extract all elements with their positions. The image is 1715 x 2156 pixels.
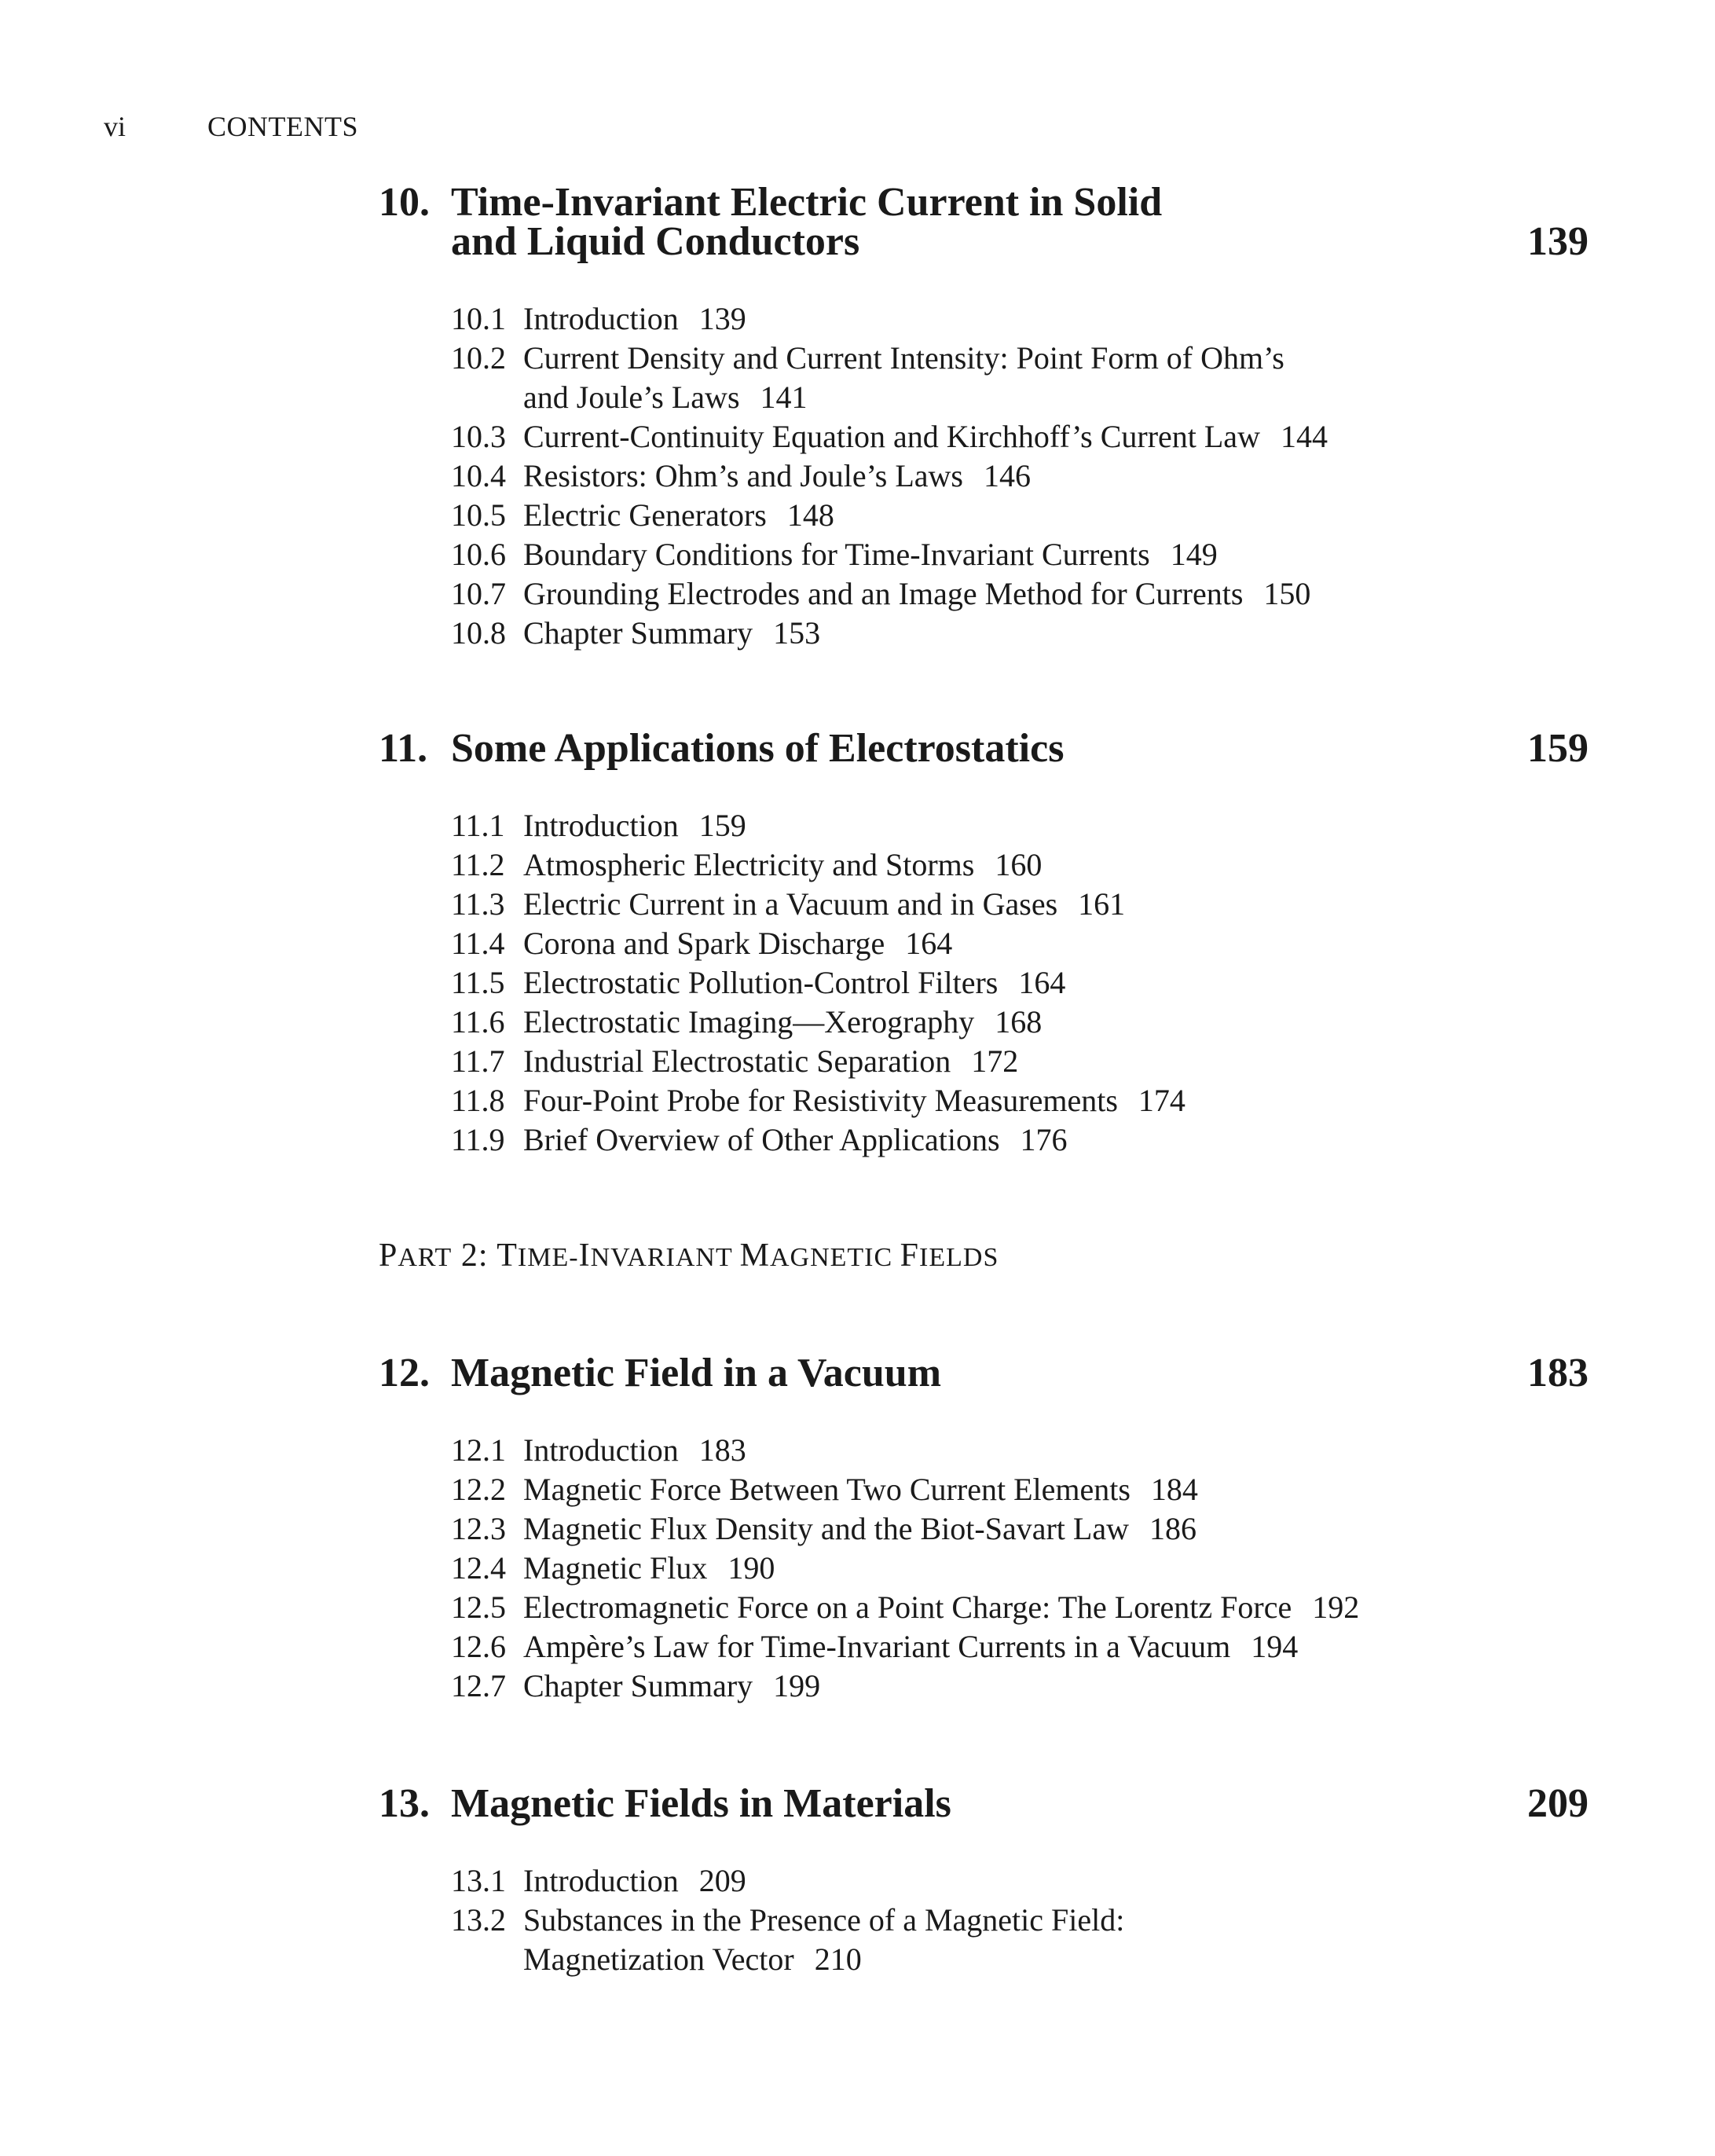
section-number: 10.5 [451, 497, 506, 533]
section-page: 164 [1018, 965, 1066, 1000]
section-number: 12.7 [451, 1668, 506, 1703]
chapter-10 [379, 180, 1589, 653]
section-number: 12.2 [451, 1472, 506, 1507]
section-page: 159 [698, 808, 746, 843]
section-list [451, 806, 1589, 1160]
section-number: 11.6 [451, 1004, 505, 1040]
section-title: Corona and Spark Discharge [523, 926, 885, 961]
section-title: Magnetic Flux Density and the Biot-Savart Law [523, 1511, 1129, 1546]
section-title: Electrostatic Pollution-Control Filters [523, 965, 999, 1000]
chapter-heading [379, 180, 1589, 264]
section-entry[interactable] [451, 535, 1589, 574]
section-page: 153 [773, 615, 821, 651]
section-number: 12.3 [451, 1511, 506, 1546]
chapter-title [451, 726, 1378, 771]
section-page: 172 [971, 1043, 1019, 1079]
section-number: 11.3 [451, 886, 505, 922]
section-number: 10.4 [451, 458, 506, 493]
section-entry[interactable] [451, 299, 1589, 339]
section-page: 168 [995, 1004, 1043, 1040]
section-list [451, 1861, 1589, 1979]
section-page: 209 [698, 1863, 746, 1898]
section-entry[interactable] [451, 806, 1589, 845]
section-title: Introduction [523, 808, 679, 843]
chapter-title [451, 1351, 1378, 1395]
page-folio: vi [104, 111, 126, 142]
section-number: 10.1 [451, 301, 506, 336]
section-number: 12.6 [451, 1629, 506, 1664]
section-entry[interactable] [451, 1081, 1589, 1120]
chapter-title-line: Time-Invariant Electric Current in Solid [451, 180, 1163, 225]
chapter-page: 183 [1527, 1351, 1589, 1395]
section-page: 184 [1150, 1472, 1198, 1507]
section-number: 12.4 [451, 1550, 506, 1586]
section-entry[interactable] [451, 1588, 1589, 1627]
chapter-title [451, 180, 1378, 264]
section-page: 148 [786, 497, 834, 533]
section-entry[interactable] [451, 417, 1589, 456]
section-title: Introduction [523, 1432, 679, 1468]
section-page: 183 [698, 1432, 746, 1468]
section-title: Current Density and Current Intensity: Point Form of Ohm’s [523, 340, 1284, 376]
section-title: Four-Point Probe for Resistivity Measurements [523, 1083, 1118, 1118]
section-list [451, 1431, 1589, 1706]
section-title-continued: Magnetization Vector [523, 1942, 794, 1977]
section-entry[interactable] [451, 1431, 1589, 1470]
chapter-heading [379, 1351, 1589, 1395]
chapter-heading [379, 726, 1589, 771]
chapter-13 [379, 1781, 1589, 1979]
section-number: 13.2 [451, 1902, 506, 1938]
section-page: 160 [995, 847, 1043, 882]
section-page: 144 [1280, 419, 1328, 454]
section-title: Magnetic Flux [523, 1550, 708, 1586]
section-number: 10.7 [451, 576, 506, 611]
section-entry[interactable] [451, 496, 1589, 535]
section-page: 190 [727, 1550, 775, 1586]
section-page: 150 [1263, 576, 1311, 611]
section-page: 210 [814, 1942, 862, 1977]
section-number: 11.7 [451, 1043, 505, 1079]
chapter-number: 11. [379, 726, 428, 771]
section-page: 192 [1312, 1590, 1360, 1625]
section-number: 13.1 [451, 1863, 506, 1898]
section-page: 139 [698, 301, 746, 336]
section-entry[interactable] [451, 339, 1589, 417]
section-entry[interactable] [451, 845, 1589, 885]
section-entry[interactable] [451, 1042, 1589, 1081]
section-title: Current-Continuity Equation and Kirchhoff’s Current Law [523, 419, 1260, 454]
chapter-number: 13. [379, 1781, 430, 1826]
section-title: Magnetic Force Between Two Current Elements [523, 1472, 1131, 1507]
section-title: Ampère’s Law for Time-Invariant Currents in a Vacuum [523, 1629, 1231, 1664]
chapter-page: 139 [1527, 219, 1589, 264]
section-title: Resistors: Ohm’s and Joule’s Laws [523, 458, 963, 493]
section-entry[interactable] [451, 1470, 1589, 1509]
section-number: 11.9 [451, 1122, 505, 1157]
chapter-title-line: Magnetic Field in a Vacuum [451, 1351, 942, 1395]
section-entry[interactable] [451, 1861, 1589, 1901]
section-page: 199 [773, 1668, 821, 1703]
section-number: 10.6 [451, 537, 506, 572]
section-number: 10.8 [451, 615, 506, 651]
section-entry[interactable] [451, 885, 1589, 924]
chapter-title [451, 1781, 1378, 1826]
section-number: 11.2 [451, 847, 505, 882]
chapter-title-line: Magnetic Fields in Materials [451, 1781, 951, 1826]
section-number: 11.5 [451, 965, 505, 1000]
section-title-continued: and Joule’s Laws [523, 380, 740, 415]
chapter-page: 159 [1527, 726, 1589, 771]
section-title: Substances in the Presence of a Magnetic Field: [523, 1902, 1125, 1938]
section-title: Electromagnetic Force on a Point Charge: The Lorentz Force [523, 1590, 1292, 1625]
section-page: 186 [1149, 1511, 1196, 1546]
section-title: Chapter Summary [523, 1668, 753, 1703]
section-number: 10.2 [451, 340, 506, 376]
section-entry[interactable] [451, 614, 1589, 653]
section-page: 174 [1138, 1083, 1185, 1118]
section-number: 12.1 [451, 1432, 506, 1468]
chapter-11 [379, 726, 1589, 1160]
section-number: 10.3 [451, 419, 506, 454]
section-title: Electric Generators [523, 497, 767, 533]
section-title: Electrostatic Imaging—Xerography [523, 1004, 975, 1040]
section-entry[interactable] [451, 1627, 1589, 1666]
section-number: 11.1 [451, 808, 505, 843]
page-header [104, 110, 358, 143]
section-number: 11.4 [451, 926, 505, 961]
chapter-title-line: and Liquid Conductors [451, 219, 860, 264]
section-number: 11.8 [451, 1083, 505, 1118]
section-entry[interactable] [451, 1901, 1589, 1979]
section-title: Boundary Conditions for Time-Invariant Currents [523, 537, 1150, 572]
section-entry[interactable] [451, 574, 1589, 614]
chapter-number: 12. [379, 1351, 430, 1395]
section-title: Industrial Electrostatic Separation [523, 1043, 951, 1079]
chapter-title-line: Some Applications of Electrostatics [451, 726, 1065, 771]
section-page: 176 [1020, 1122, 1068, 1157]
section-entry[interactable] [451, 963, 1589, 1003]
section-title: Introduction [523, 1863, 679, 1898]
running-head: CONTENTS [207, 111, 358, 142]
section-entry[interactable] [451, 456, 1589, 496]
section-title: Brief Overview of Other Applications [523, 1122, 1000, 1157]
section-title: Chapter Summary [523, 615, 753, 651]
section-entry[interactable] [451, 1120, 1589, 1160]
section-page: 146 [983, 458, 1031, 493]
section-list [451, 299, 1589, 653]
section-page: 149 [1170, 537, 1218, 572]
section-title: Introduction [523, 301, 679, 336]
section-title: Grounding Electrodes and an Image Method for Currents [523, 576, 1244, 611]
section-page: 161 [1078, 886, 1126, 922]
section-page: 194 [1251, 1629, 1299, 1664]
section-entry[interactable] [451, 1549, 1589, 1588]
section-entry[interactable] [451, 1666, 1589, 1706]
part-heading: PART 2: TIME-INVARIANT MAGNETIC FIELDS [379, 1238, 999, 1274]
chapter-number: 10. [379, 180, 430, 225]
section-page: 164 [905, 926, 953, 961]
section-title: Electric Current in a Vacuum and in Gases [523, 886, 1058, 922]
section-entry[interactable] [451, 1509, 1589, 1549]
section-number: 12.5 [451, 1590, 506, 1625]
chapter-12 [379, 1351, 1589, 1706]
chapter-page: 209 [1527, 1781, 1589, 1826]
section-entry[interactable] [451, 924, 1589, 963]
section-page: 141 [760, 380, 808, 415]
chapter-heading [379, 1781, 1589, 1826]
section-title: Atmospheric Electricity and Storms [523, 847, 975, 882]
section-entry[interactable] [451, 1003, 1589, 1042]
